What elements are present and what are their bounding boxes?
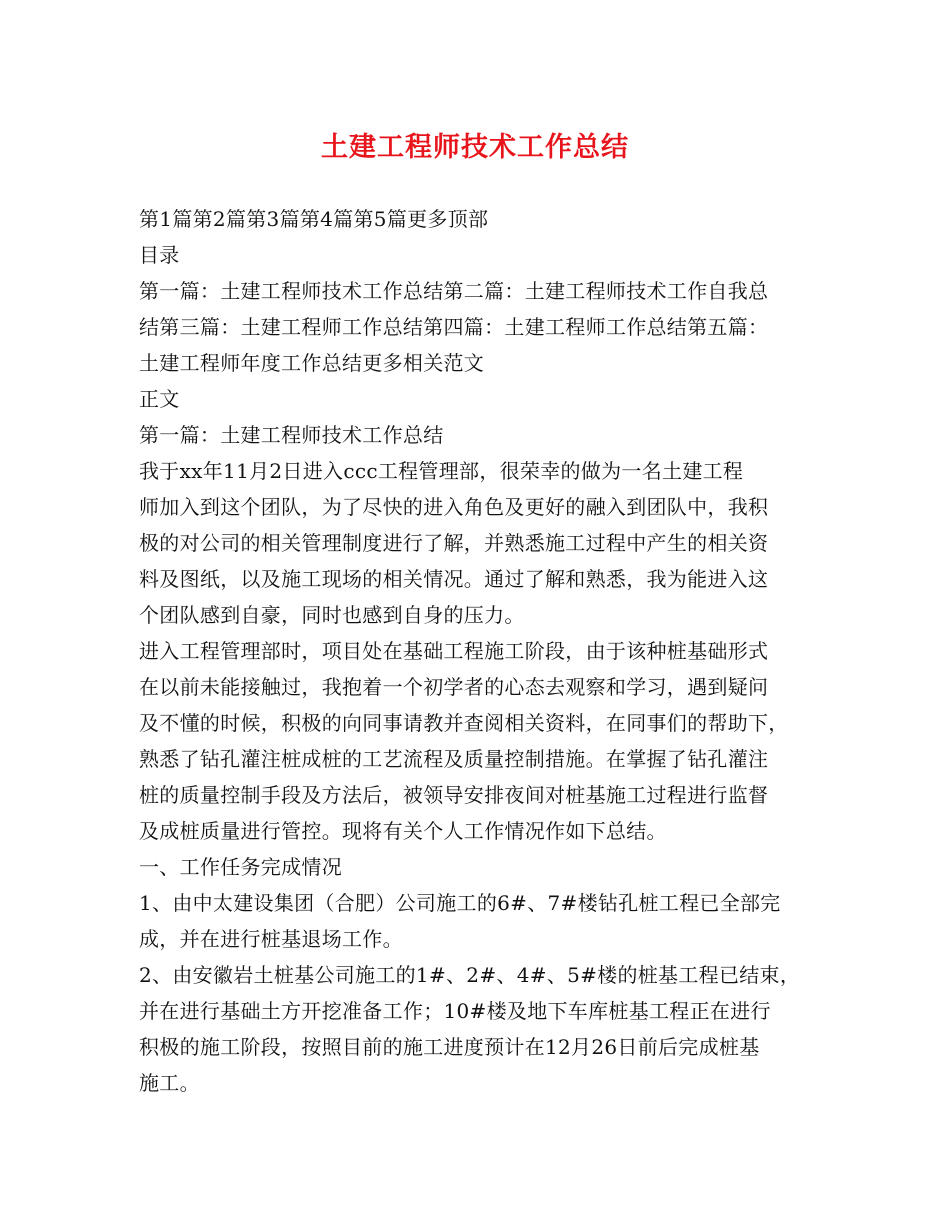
text-line: 我于xx年11月2日进入ccc工程管理部，很荣幸的做为一名土建工程	[139, 459, 744, 483]
text-line: 成，并在进行桩基退场工作。	[139, 927, 403, 951]
text-line: 在以前未能接触过，我抱着一个初学者的心态去观察和学习，遇到疑问	[139, 675, 769, 699]
text-line: 及不懂的时候，积极的向同事请教并查阅相关资料，在同事们的帮助下，	[139, 711, 789, 735]
text-line: 并在进行基础土方开挖准备工作；10#楼及地下车库桩基工程正在进行	[139, 999, 771, 1023]
text-line: 个团队感到自豪，同时也感到自身的压力。	[139, 603, 525, 627]
text-line: 桩的质量控制手段及方法后，被领导安排夜间对桩基施工过程进行监督	[139, 783, 769, 807]
text-line: 进入工程管理部时，项目处在基础工程施工阶段，由于该种桩基础形式	[139, 639, 769, 663]
text-line: 第1篇第2篇第3篇第4篇第5篇更多顶部	[139, 207, 489, 231]
text-line: 料及图纸，以及施工现场的相关情况。通过了解和熟悉，我为能进入这	[139, 567, 769, 591]
text-line: 结第三篇：土建工程师工作总结第四篇：土建工程师工作总结第五篇：	[139, 315, 769, 339]
text-line: 及成桩质量进行管控。现将有关个人工作情况作如下总结。	[139, 819, 667, 843]
document-title: 土建工程师技术工作总结	[321, 132, 629, 163]
text-line: 第一篇：土建工程师技术工作总结第二篇：土建工程师技术工作自我总	[139, 279, 769, 303]
text-line: 土建工程师年度工作总结更多相关范文	[139, 351, 485, 375]
text-line: 正文	[139, 387, 180, 411]
text-line: 施工。	[139, 1071, 200, 1095]
text-line: 目录	[139, 243, 180, 267]
document-body	[139, 201, 815, 1101]
text-line: 师加入到这个团队，为了尽快的进入角色及更好的融入到团队中，我积	[139, 495, 769, 519]
text-line: 极的对公司的相关管理制度进行了解，并熟悉施工过程中产生的相关资	[139, 531, 769, 555]
text-line: 熟悉了钻孔灌注桩成桩的工艺流程及质量控制措施。在掌握了钻孔灌注	[139, 747, 769, 771]
text-line: 2、由安徽岩土桩基公司施工的1#、2#、4#、5#楼的桩基工程已结束，	[139, 963, 801, 987]
text-line: 1、由中太建设集团（合肥）公司施工的6#、7#楼钻孔桩工程已全部完	[139, 891, 781, 915]
text-line: 积极的施工阶段，按照目前的施工进度预计在12月26日前后完成桩基	[139, 1035, 760, 1059]
text-line: 第一篇：土建工程师技术工作总结	[139, 423, 444, 447]
text-line: 一、工作任务完成情况	[139, 855, 342, 879]
